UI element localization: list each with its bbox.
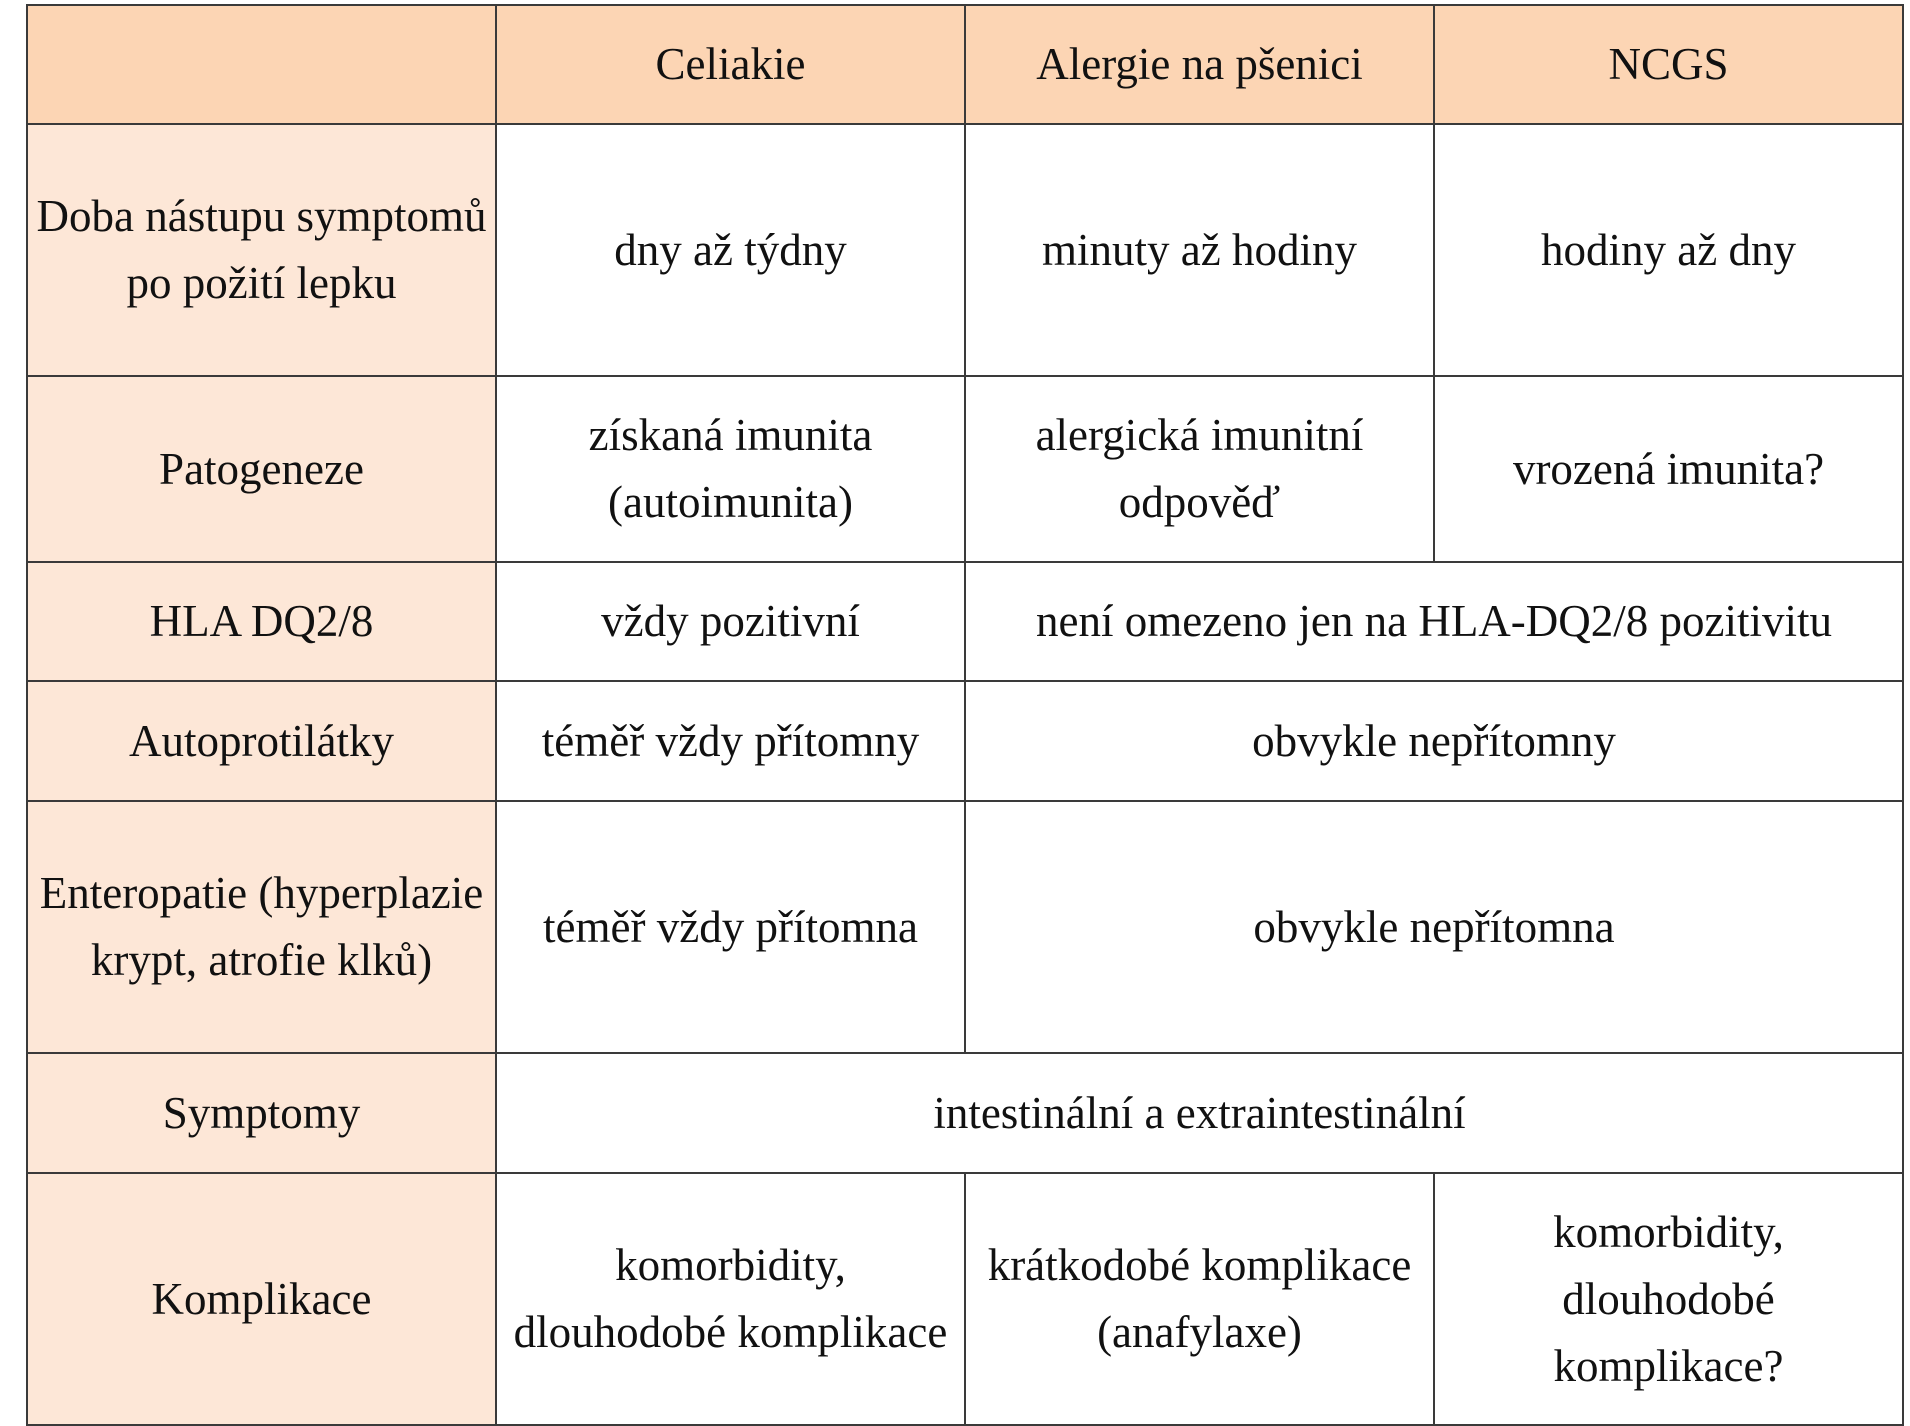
cell-pathogenesis-celiakie: získaná imunita (autoimunita) — [496, 376, 965, 562]
table-row — [27, 1173, 1903, 1425]
row-label-autoantibodies: Autoprotilátky — [27, 681, 496, 801]
cell-enteropathy-alergie-ncgs: obvykle nepřítomna — [965, 801, 1903, 1053]
table-row — [27, 124, 1903, 376]
row-label-pathogenesis: Patogeneze — [27, 376, 496, 562]
cell-hla-alergie-ncgs: není omezeno jen na HLA-DQ2/8 pozitivitu — [965, 562, 1903, 681]
cell-complications-alergie: krátkodobé komplikace (anafylaxe) — [965, 1173, 1434, 1425]
cell-hla-celiakie: vždy pozitivní — [496, 562, 965, 681]
cell-onset-alergie: minuty až hodiny — [965, 124, 1434, 376]
header-alergie: Alergie na pšenici — [965, 5, 1434, 124]
table-row — [27, 681, 1903, 801]
comparison-table — [26, 4, 1904, 1426]
cell-onset-ncgs: hodiny až dny — [1434, 124, 1903, 376]
row-label-onset: Doba nástupu symptomů po požití lepku — [27, 124, 496, 376]
row-label-complications: Komplikace — [27, 1173, 496, 1425]
cell-autoantibodies-celiakie: téměř vždy přítomny — [496, 681, 965, 801]
cell-onset-celiakie: dny až týdny — [496, 124, 965, 376]
table-row — [27, 562, 1903, 681]
table-header-row — [27, 5, 1903, 124]
header-corner-cell — [27, 5, 496, 124]
cell-symptoms-all: intestinální a extraintestinální — [496, 1053, 1903, 1173]
table-row — [27, 1053, 1903, 1173]
header-ncgs: NCGS — [1434, 5, 1903, 124]
row-label-symptoms: Symptomy — [27, 1053, 496, 1173]
cell-enteropathy-celiakie: téměř vždy přítomna — [496, 801, 965, 1053]
table-row — [27, 801, 1903, 1053]
header-celiakie: Celiakie — [496, 5, 965, 124]
cell-pathogenesis-ncgs: vrozená imunita? — [1434, 376, 1903, 562]
row-label-hla: HLA DQ2/8 — [27, 562, 496, 681]
row-label-enteropathy: Enteropatie (hyperplazie krypt, atrofie klků) — [27, 801, 496, 1053]
cell-complications-ncgs: komorbidity, dlouhodobé komplikace? — [1434, 1173, 1903, 1425]
cell-autoantibodies-alergie-ncgs: obvykle nepřítomny — [965, 681, 1903, 801]
cell-pathogenesis-alergie: alergická imunitní odpověď — [965, 376, 1434, 562]
cell-complications-celiakie: komorbidity, dlouhodobé komplikace — [496, 1173, 965, 1425]
table-row — [27, 376, 1903, 562]
